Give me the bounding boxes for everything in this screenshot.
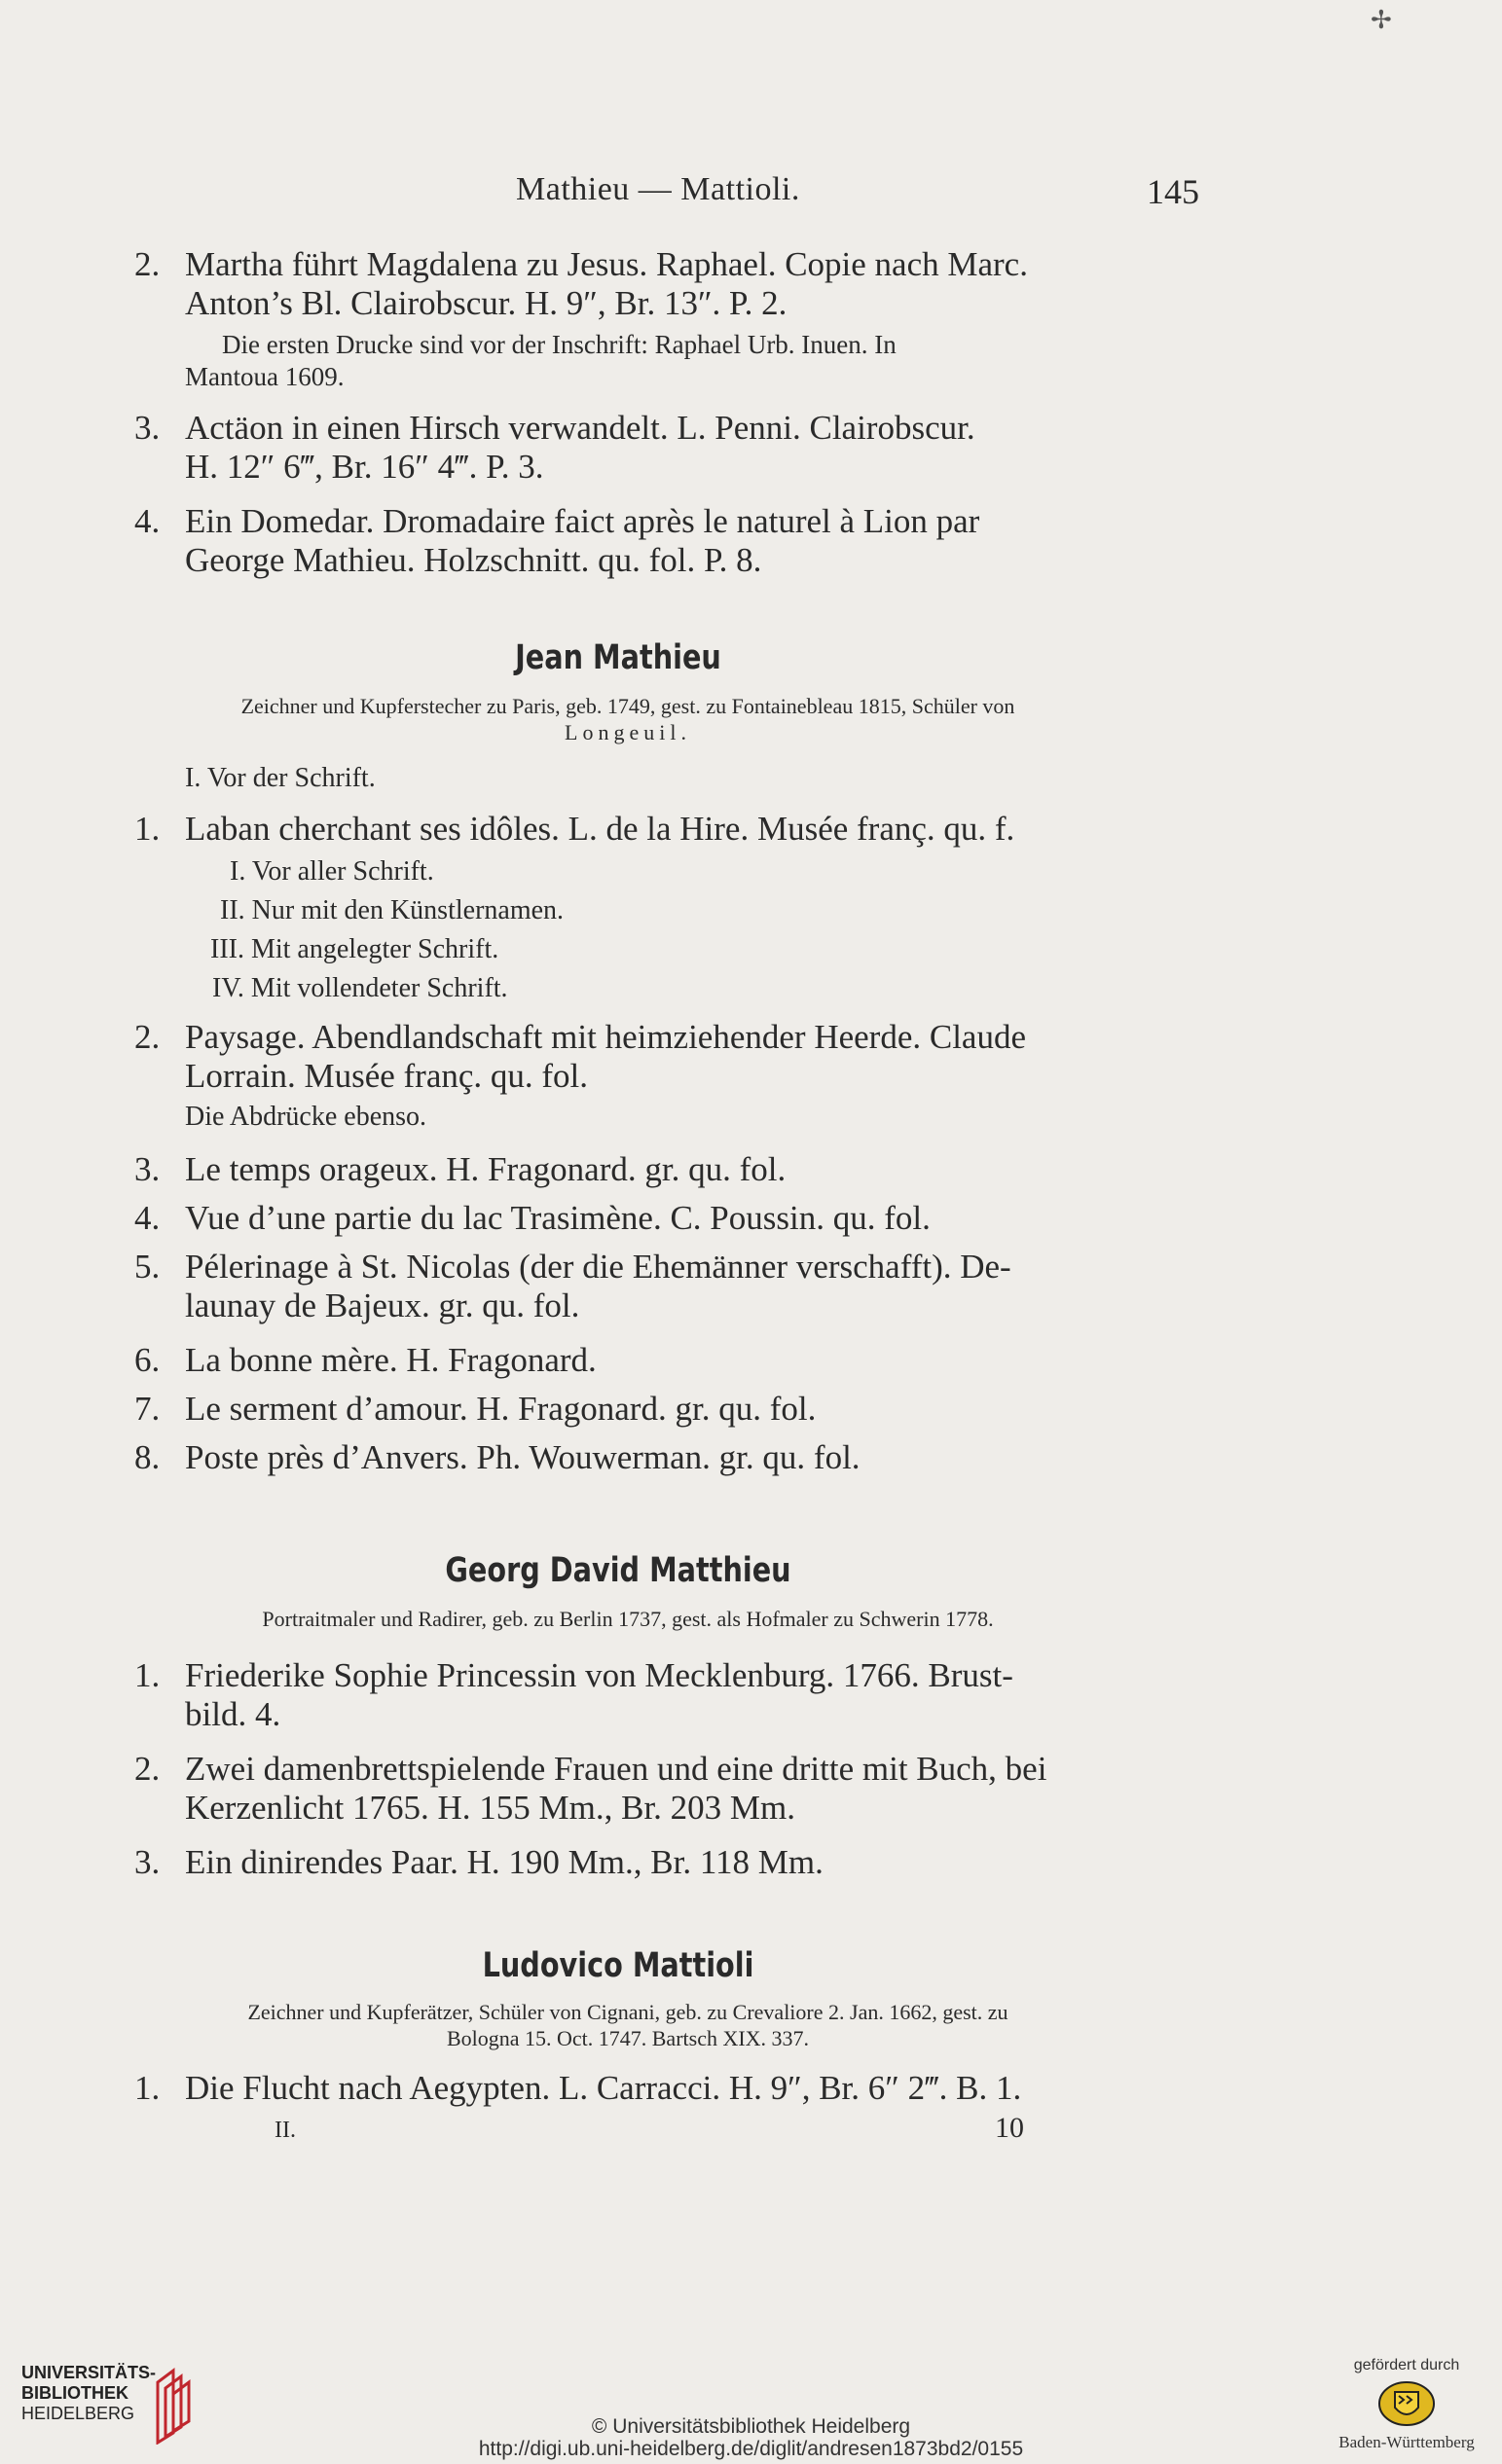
entry-number: 4. [134, 502, 161, 540]
running-head: Mathieu — Mattioli. [516, 171, 800, 207]
entry [134, 1843, 1225, 1882]
entry [134, 1018, 1225, 1096]
entry-number: 3. [134, 1150, 161, 1188]
entry [134, 245, 1225, 323]
group-heading: I. Vor der Schrift. [185, 763, 376, 793]
entry [134, 502, 1225, 580]
entry-number: 1. [134, 810, 161, 848]
sponsor-block [1324, 2357, 1489, 2452]
entry [134, 1199, 1225, 1238]
library-name-line1: UNIVERSITÄTS- [21, 2363, 157, 2382]
entry-text-line2: bild. 4. [185, 1695, 281, 1733]
entry [134, 1390, 1225, 1429]
entry-text: Poste près d’Anvers. Ph. Wouwerman. gr. qu. fol. [185, 1438, 861, 1476]
entry-text-line2: H. 12″ 6‴, Br. 16″ 4‴. P. 3. [185, 448, 544, 486]
note-line1: Die ersten Drucke sind vor der Inschrift: Raphael Urb. Inuen. In [222, 330, 897, 359]
print-note: Die Abdrücke ebenso. [185, 1102, 427, 1132]
entry [134, 409, 1225, 487]
state-item: IV. Mit vollendeter Schrift. [212, 973, 508, 1003]
entry-number: 7. [134, 1390, 161, 1428]
entry-text-line2: launay de Bajeux. gr. qu. fol. [185, 1286, 580, 1324]
entry-text: Laban cherchant ses idôles. L. de la Hire. Musée franç. qu. f. [185, 810, 1015, 848]
entry-text-line1: Pélerinage à St. Nicolas (der die Ehemänner verschafft). De- [185, 1248, 1011, 1286]
entry-number: 5. [134, 1248, 161, 1286]
entry [134, 1248, 1225, 1325]
entry [134, 1341, 1225, 1380]
entry-text: Vue d’une partie du lac Trasimène. C. Poussin. qu. fol. [185, 1199, 931, 1237]
source-url[interactable]: http://digi.ub.uni-heidelberg.de/diglit/andresen1873bd2/0155 [478, 2438, 1024, 2460]
entry-text-line2: Lorrain. Musée franç. qu. fol. [185, 1057, 589, 1095]
sponsor-label: gefördert durch [1353, 2357, 1460, 2373]
state-item: II. Nur mit den Künstlernamen. [220, 895, 565, 925]
artist-heading: Georg David Matthieu [445, 1551, 791, 1590]
state-item: I. Vor aller Schrift. [230, 856, 434, 887]
entry-text-line1: Friederike Sophie Princessin von Mecklenburg. 1766. Brust- [185, 1656, 1013, 1694]
entry-text-line1: Actäon in einen Hirsch verwandelt. L. Penni. Clairobscur. [185, 409, 975, 447]
entry [134, 810, 1225, 849]
copyright-text: © Universitätsbibliothek Heidelberg [591, 2415, 911, 2438]
entry-number: 2. [134, 1750, 161, 1788]
bio-line1: Zeichner und Kupferstecher zu Paris, geb. 1749, gest. zu Fontainebleau 1815, Schüler von [240, 694, 1015, 718]
entry [134, 1150, 1225, 1189]
entry [134, 1750, 1225, 1828]
corner-mark: ✢ [1371, 6, 1392, 34]
entry-text: Die Flucht nach Aegypten. L. Carracci. H. 9″, Br. 6″ 2‴. B. 1. [185, 2069, 1022, 2107]
library-name-line2: BIBLIOTHEK [21, 2383, 128, 2403]
entry-number: 2. [134, 245, 161, 283]
note-line2: Mantoua 1609. [185, 362, 345, 391]
entry-text-line1: Paysage. Abendlandschaft mit heimziehender Heerde. Claude [185, 1018, 1026, 1056]
entry [134, 2069, 1225, 2108]
entry-number: 4. [134, 1199, 161, 1237]
entry [134, 1438, 1225, 1477]
entry-text: La bonne mère. H. Fragonard. [185, 1341, 597, 1379]
entry-text-line2: Kerzenlicht 1765. H. 155 Mm., Br. 203 Mm. [185, 1789, 796, 1827]
state-crest-icon [1377, 2380, 1436, 2427]
entry-number: 6. [134, 1341, 161, 1379]
bio-line2: Bologna 15. Oct. 1747. Bartsch XIX. 337. [446, 2026, 810, 2050]
entry-number: 2. [134, 1018, 161, 1056]
footer-credits [0, 2415, 1502, 2460]
artist-heading: Jean Mathieu [515, 638, 721, 677]
artist-bio [19, 693, 1236, 745]
entry-text-line1: Martha führt Magdalena zu Jesus. Raphael. Copie nach Marc. [185, 245, 1028, 283]
entry-text: Ein dinirendes Paar. H. 190 Mm., Br. 118 Mm. [185, 1843, 824, 1881]
entry-number: 8. [134, 1438, 161, 1476]
bio-line2: Longeuil. [565, 720, 691, 744]
entry-number: 1. [134, 1656, 161, 1694]
entry-text: Le serment d’amour. H. Fragonard. gr. qu. fol. [185, 1390, 817, 1428]
signature-volume: II. [275, 2118, 296, 2143]
entry [134, 1656, 1225, 1734]
entry-number: 3. [134, 1843, 161, 1881]
artist-bio: Portraitmaler und Radirer, geb. zu Berlin 1737, gest. als Hofmaler zu Schwerin 1778. [262, 1607, 994, 1631]
state-item: III. Mit angelegter Schrift. [210, 934, 499, 964]
artist-heading: Ludovico Mattioli [482, 1946, 754, 1985]
print-note [185, 329, 1234, 393]
entry-number: 1. [134, 2069, 161, 2107]
entry-number: 3. [134, 409, 161, 447]
page-number: 145 [1147, 172, 1199, 211]
entry-text-line1: Zwei damenbrettspielende Frauen und eine dritte mit Buch, bei [185, 1750, 1047, 1788]
entry-text-line1: Ein Domedar. Dromadaire faict après le naturel à Lion par [185, 502, 980, 540]
signature-sheet: 10 [995, 2112, 1024, 2144]
entry-text-line2: Anton’s Bl. Clairobscur. H. 9″, Br. 13″. P. 2. [185, 284, 788, 322]
entry-text: Le temps orageux. H. Fragonard. gr. qu. fol. [185, 1150, 787, 1188]
sponsor-name: Baden-Württemberg [1338, 2433, 1475, 2451]
entry-text-line2: George Mathieu. Holzschnitt. qu. fol. P. 8. [185, 541, 762, 579]
artist-bio [19, 1999, 1236, 2051]
bio-line1: Zeichner und Kupferätzer, Schüler von Cignani, geb. zu Crevaliore 2. Jan. 1662, gest. zu [247, 2000, 1008, 2024]
library-name-line3: HEIDELBERG [21, 2404, 135, 2423]
